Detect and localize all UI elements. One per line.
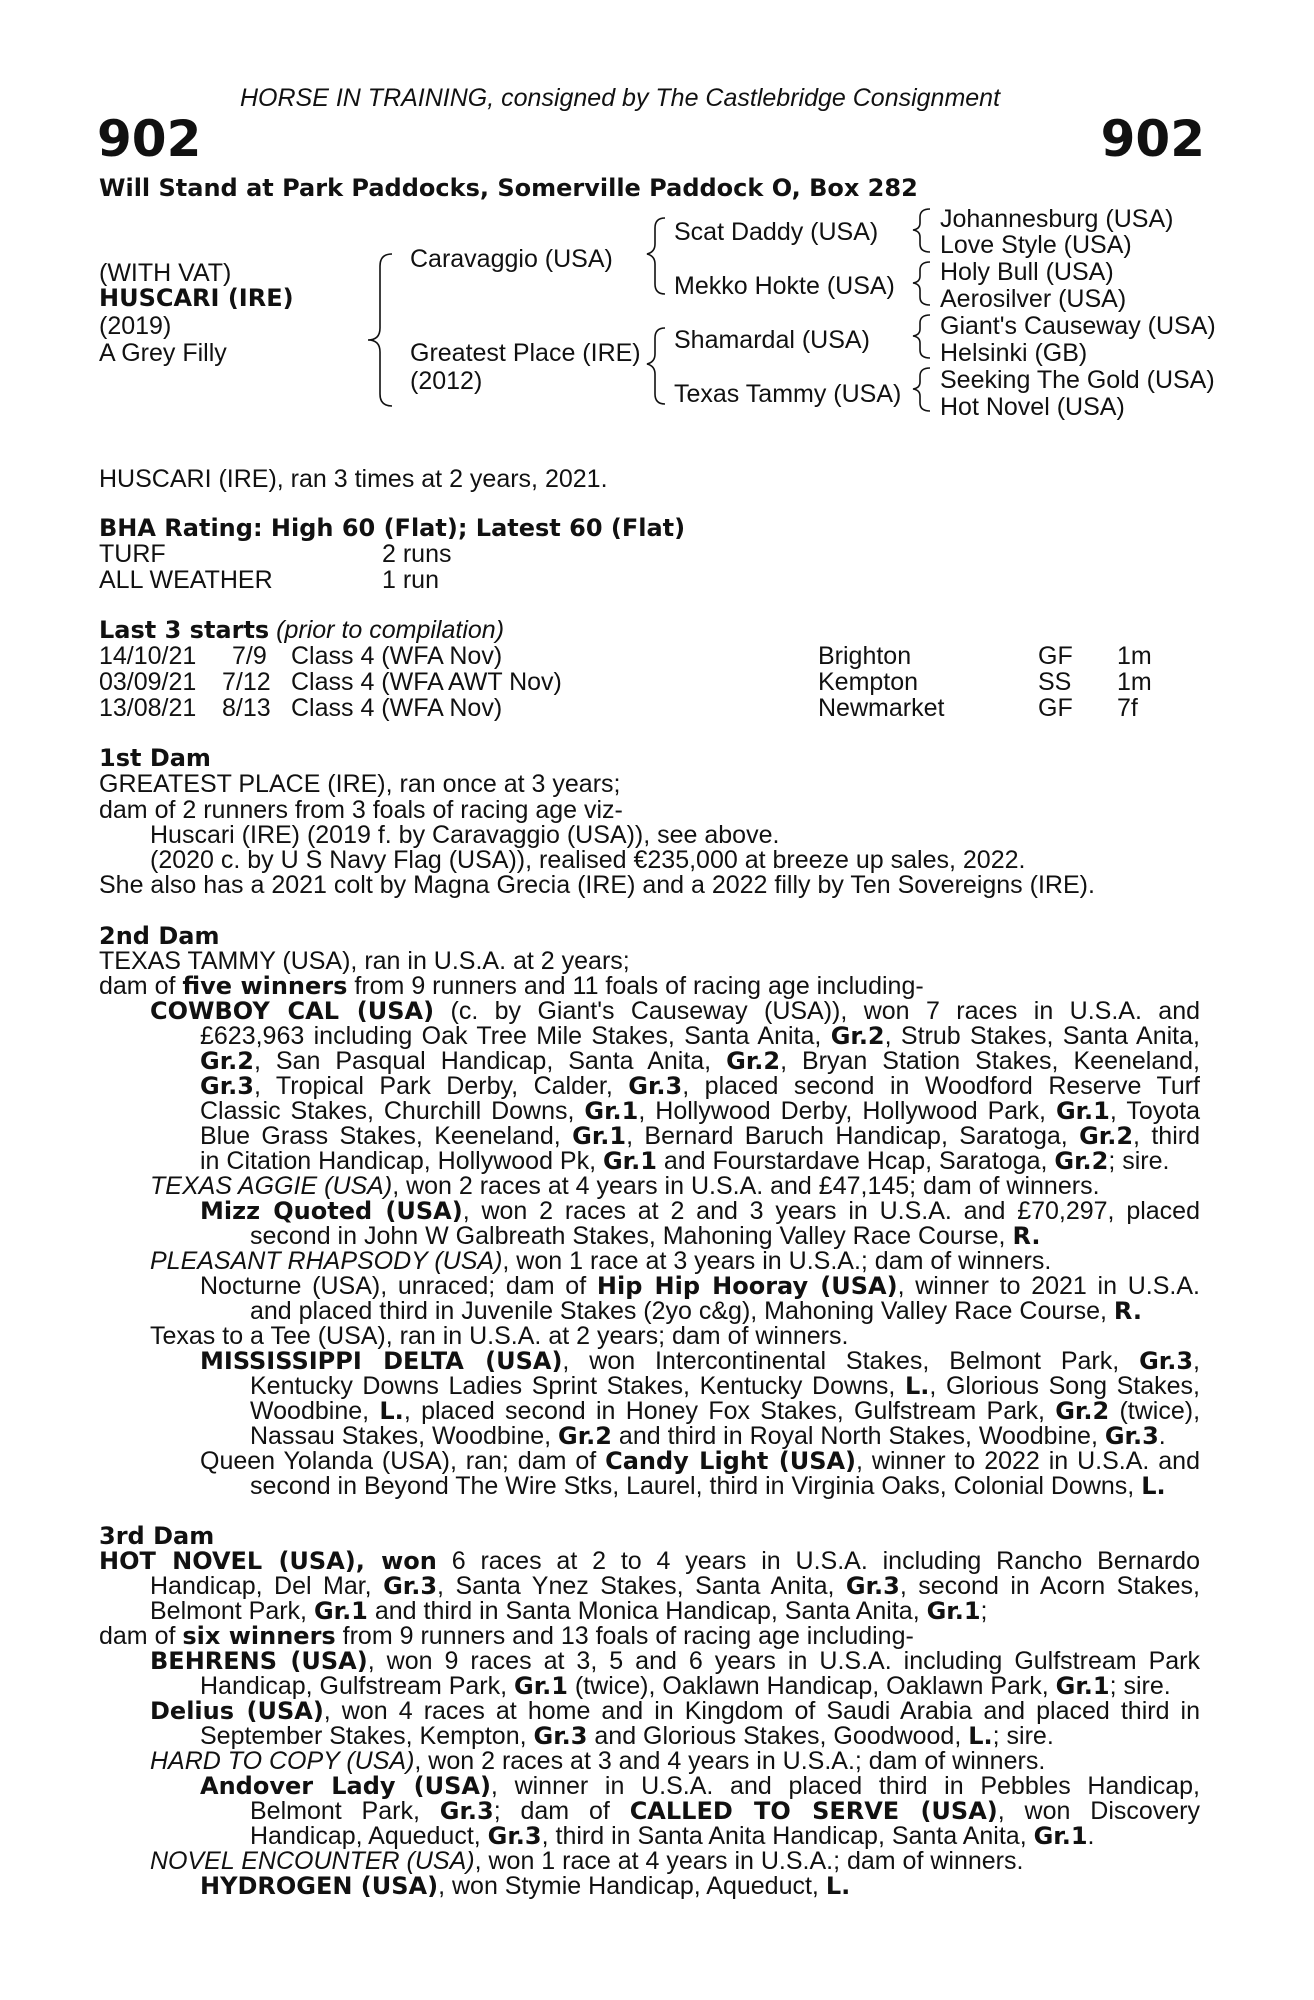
cowboy-line: Classic Stakes, Churchill Downs, Gr.1, Hollywood Derby, Hollywood Park, Gr.1, Toyota <box>200 1097 1200 1125</box>
starts-note: (prior to compilation) <box>276 616 505 644</box>
start-date: 14/10/21 <box>99 642 197 670</box>
mizz-line: Mizz Quoted (USA), won 2 races at 2 and 3 years in U.S.A. and £70,297, placed <box>200 1197 1200 1225</box>
pedigree-sire-dam: Mekko Hokte (USA) <box>674 272 895 300</box>
horse-name: HUSCARI (IRE) <box>99 284 294 312</box>
lot-number-right: 902 <box>1100 110 1205 168</box>
catalogue-subtitle: HORSE IN TRAINING, consigned by The Castlebridge Consignment <box>240 84 1001 112</box>
andover-line: Handicap, Aqueduct, Gr.3, third in Santa Anita Handicap, Santa Anita, Gr.1. <box>250 1822 1095 1850</box>
nocturne-line: Nocturne (USA), unraced; dam of Hip Hip Hooray (USA), winner to 2021 in U.S.A. <box>200 1272 1200 1300</box>
mizz-line: second in John W Galbreath Stakes, Mahoning Valley Race Course, R. <box>250 1222 1041 1250</box>
delius-line: September Stakes, Kempton, Gr.3 and Glorious Stakes, Goodwood, L.; sire. <box>200 1722 1054 1750</box>
dam1-line: GREATEST PLACE (IRE), ran once at 3 years; <box>99 770 621 798</box>
mississippi-line: MISSISSIPPI DELTA (USA), won Intercontinental Stakes, Belmont Park, Gr.3, <box>200 1347 1200 1375</box>
turf-value: 2 runs <box>382 540 452 568</box>
delius-line: Delius (USA), won 4 races at home and in Kingdom of Saudi Arabia and placed third in <box>150 1697 1201 1725</box>
pedigree-sire: Caravaggio (USA) <box>410 245 613 273</box>
mississippi-line: Woodbine, L., placed second in Honey Fox Stakes, Gulfstream Park, Gr.2 (twice), <box>250 1397 1201 1425</box>
starts-heading <box>99 616 504 645</box>
start-course: Newmarket <box>818 694 945 722</box>
start-distance: 1m <box>1117 642 1152 670</box>
mississippi-line: Nassau Stakes, Woodbine, Gr.2 and third in Royal North Stakes, Woodbine, Gr.3. <box>250 1422 1166 1450</box>
pedigree-dam: Greatest Place (IRE) <box>410 339 641 367</box>
dam2-line: dam of five winners from 9 runners and 11 foals of racing age including- <box>99 972 924 1000</box>
pedigree-sdd: Aerosilver (USA) <box>940 285 1127 313</box>
start-position: 7/12 <box>222 668 271 696</box>
hydrogen-line: HYDROGEN (USA), won Stymie Handicap, Aqueduct, L. <box>200 1872 851 1900</box>
cowboy-line: Blue Grass Stakes, Keeneland, Gr.1, Bernard Baruch Handicap, Saratoga, Gr.2, third <box>200 1122 1200 1150</box>
start-going: GF <box>1038 642 1073 670</box>
pedigree-dds: Seeking The Gold (USA) <box>940 366 1215 394</box>
start-position: 8/13 <box>222 694 271 722</box>
aggie-line: TEXAS AGGIE (USA), won 2 races at 4 years in U.S.A. and £47,145; dam of winners. <box>150 1172 1100 1200</box>
dam1-foal: (2020 c. by U S Navy Flag (USA)), realised €235,000 at breeze up sales, 2022. <box>150 846 1026 874</box>
horse-year: (2019) <box>99 312 172 340</box>
start-distance: 1m <box>1117 668 1152 696</box>
dam3-line: dam of six winners from 9 runners and 13 foals of racing age including- <box>99 1622 914 1650</box>
dam3-title: 3rd Dam <box>99 1522 215 1550</box>
start-distance: 7f <box>1117 694 1138 722</box>
lot-number-left: 902 <box>97 110 202 168</box>
behrens-line: Handicap, Gulfstream Park, Gr.1 (twice), Oaklawn Handicap, Oaklawn Park, Gr.1; sire. <box>200 1672 1171 1700</box>
vat-note: (WITH VAT) <box>99 259 232 287</box>
hot-novel-line: HOT NOVEL (USA), won 6 races at 2 to 4 years in U.S.A. including Rancho Bernardo <box>99 1547 1200 1575</box>
dam1-foal: Huscari (IRE) (2019 f. by Caravaggio (USA)), see above. <box>150 821 780 849</box>
pedigree-sds: Holy Bull (USA) <box>940 258 1114 286</box>
dam2-line: TEXAS TAMMY (USA), ran in U.S.A. at 2 years; <box>99 947 630 975</box>
dam1-line: She also has a 2021 colt by Magna Grecia (IRE) and a 2022 filly by Ten Sovereigns (IRE). <box>99 871 1095 899</box>
andover-line: Andover Lady (USA), winner in U.S.A. and placed third in Pebbles Handicap, <box>200 1772 1200 1800</box>
cowboy-line: £623,963 including Oak Tree Mile Stakes, Santa Anita, Gr.2, Strub Stakes, Santa Anita, <box>200 1022 1200 1050</box>
behrens-line: BEHRENS (USA), won 9 races at 3, 5 and 6 years in U.S.A. including Gulfstream Park <box>150 1647 1200 1675</box>
pedigree-dsd: Helsinki (GB) <box>940 339 1088 367</box>
start-position: 7/9 <box>232 642 267 670</box>
start-race: Class 4 (WFA AWT Nov) <box>291 668 562 696</box>
cowboy-line: Gr.2, San Pasqual Handicap, Santa Anita, Gr.2, Bryan Station Stakes, Keeneland, <box>200 1047 1200 1075</box>
pedigree-dam-year: (2012) <box>410 367 483 395</box>
rating-title: BHA Rating: High 60 (Flat); Latest 60 (Flat) <box>99 514 686 542</box>
start-going: GF <box>1038 694 1073 722</box>
race-summary: HUSCARI (IRE), ran 3 times at 2 years, 2021. <box>99 465 608 493</box>
dam1-title: 1st Dam <box>99 744 211 772</box>
pedigree-dam-dam: Texas Tammy (USA) <box>674 380 902 408</box>
start-course: Brighton <box>818 642 912 670</box>
pleasant-line: PLEASANT RHAPSODY (USA), won 1 race at 3 years in U.S.A.; dam of winners. <box>150 1247 1052 1275</box>
queen-line: Queen Yolanda (USA), ran; dam of Candy Light (USA), winner to 2022 in U.S.A. and <box>200 1447 1200 1475</box>
novel-encounter-line: NOVEL ENCOUNTER (USA), won 1 race at 4 years in U.S.A.; dam of winners. <box>150 1847 1024 1875</box>
start-course: Kempton <box>818 668 919 696</box>
queen-line: second in Beyond The Wire Stks, Laurel, third in Virginia Oaks, Colonial Downs, L. <box>250 1472 1166 1500</box>
all-weather-value: 1 run <box>382 566 439 594</box>
pedigree-sss: Johannesburg (USA) <box>940 205 1174 233</box>
pedigree-ddd: Hot Novel (USA) <box>940 393 1125 421</box>
dam1-line: dam of 2 runners from 3 foals of racing age viz- <box>99 796 623 824</box>
horse-description: A Grey Filly <box>99 339 227 367</box>
pedigree-dam-sire: Shamardal (USA) <box>674 326 870 354</box>
start-going: SS <box>1038 668 1072 696</box>
all-weather-label: ALL WEATHER <box>99 566 273 594</box>
starts-title: Last 3 starts <box>99 616 270 644</box>
mississippi-line: Kentucky Downs Ladies Sprint Stakes, Kentucky Downs, L., Glorious Song Stakes, <box>250 1372 1200 1400</box>
cowboy-line: COWBOY CAL (USA) (c. by Giant's Causeway (USA)), won 7 races in U.S.A. and <box>150 997 1201 1025</box>
dam2-title: 2nd Dam <box>99 922 220 950</box>
start-date: 13/08/21 <box>99 694 197 722</box>
nocturne-line: and placed third in Juvenile Stakes (2yo c&g), Mahoning Valley Race Course, R. <box>250 1297 1142 1325</box>
pedigree-ssd: Love Style (USA) <box>940 231 1132 259</box>
hot-novel-line: Handicap, Del Mar, Gr.3, Santa Ynez Stakes, Santa Anita, Gr.3, second in Acorn Stakes, <box>150 1572 1201 1600</box>
cowboy-line: Gr.3, Tropical Park Derby, Calder, Gr.3, placed second in Woodford Reserve Turf <box>200 1072 1200 1100</box>
hard-to-copy-line: HARD TO COPY (USA), won 2 races at 3 and 4 years in U.S.A.; dam of winners. <box>150 1747 1046 1775</box>
start-race: Class 4 (WFA Nov) <box>291 694 503 722</box>
andover-line: Belmont Park, Gr.3; dam of CALLED TO SERVE (USA), won Discovery <box>250 1797 1200 1825</box>
start-race: Class 4 (WFA Nov) <box>291 642 503 670</box>
pedigree-dss: Giant's Causeway (USA) <box>940 312 1216 340</box>
start-date: 03/09/21 <box>99 668 197 696</box>
turf-label: TURF <box>99 540 166 568</box>
tee-line: Texas to a Tee (USA), ran in U.S.A. at 2 years; dam of winners. <box>150 1322 849 1350</box>
cowboy-line: in Citation Handicap, Hollywood Pk, Gr.1 and Fourstardave Hcap, Saratoga, Gr.2; sire. <box>200 1147 1170 1175</box>
stand-location: Will Stand at Park Paddocks, Somerville Paddock O, Box 282 <box>99 174 918 202</box>
pedigree-sire-sire: Scat Daddy (USA) <box>674 218 879 246</box>
hot-novel-line: Belmont Park, Gr.1 and third in Santa Monica Handicap, Santa Anita, Gr.1; <box>150 1597 988 1625</box>
